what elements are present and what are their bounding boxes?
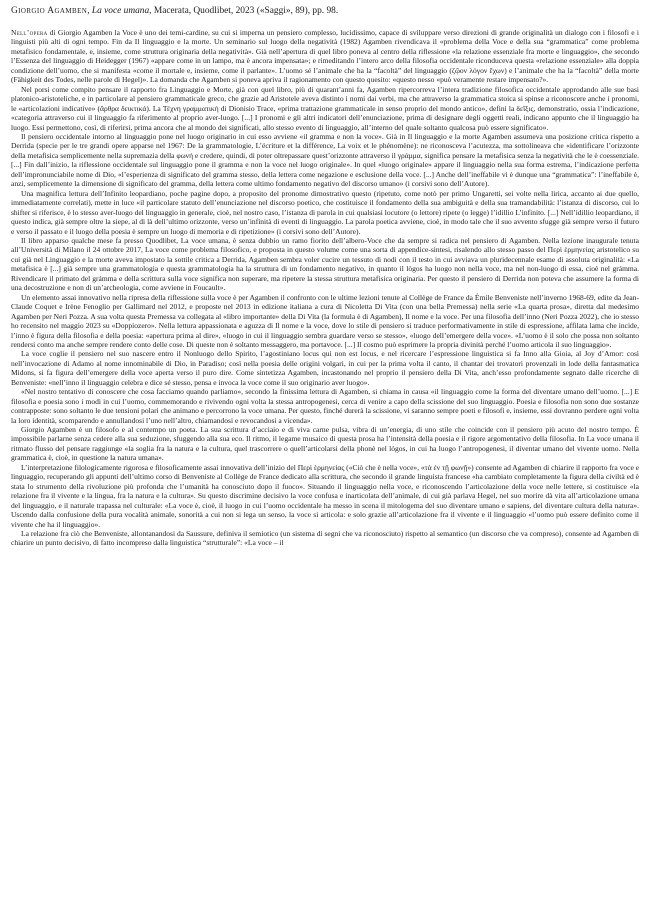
paragraph: Un elemento assai innovativo nella ripresa della riflessione sulla voce è per Agamben il confronto con le ultime lezioni tenute al Collège de France da Émile Benveniste nell’inverno 1968-69, edite da Jean-Claude Coquet e Irène Fenoglio per Gallimard nel 2012, e proposte nel 2013 in edizione italiana a cura di Nicoletta Di Vita (con una bella Premessa) nella serie «La quarta prosa», diretta dal medesimo Agamben per Neri Pozza. A sua volta questa Premessa va collegata al «libro importante» della Di Vita (la formula è di Agamben), Il nome e la voce. Per una filosofia dell’inno (Neri Pozza 2022), che io stesso ho recensito nel maggio 2023 su «Doppiozero». Nella lettura appassionata e aguzza di Il nome e la voce, dove lo stile di pensiero si traduce performativamente in stile di espressione, affilata lama che incide, l’inno è figura della filosofia e della poesia: «apertura prima al dire», «luogo in cui il linguaggio sembra guardare verso se stesso», «luogo dell’emergere della voce». «L’uomo è il solo che possa non soltanto rendersi conto ma anche sempre rendere conto delle cose. Di queste non è soltanto messaggero, ma portavoce. [...] Il cosmo può esprimere la propria divinità perché l’uomo articola il suo linguaggio».: [11, 292, 639, 349]
review-body: [11, 28, 639, 548]
paragraph: Il libro apparso qualche mese fa presso Quodlibet, La voce umana, è senza dubbio un ramo fiorito dell’albero-Voce che da sempre si radica nel pensiero di Agamben. Nella lezione inaugurale tenuta all’Università di Milano il 24 ottobre 2017, La voce come problema filosofico, e proposta in questo volume come una sorta di appendice-sintesi, risalendo allo stesso passo del Περὶ ἑρμηνείας aristotelico su cui già nel Linguaggio e la morte aveva impostato la sottile critica a Derrida, Agamben sembra voler cucire un tessuto di nodi con il testo in cui avviava un pluridecennale esame di assoluta originalità: «La metafisica è [...] già sempre una grammatologia e questa grammatologia ha la struttura di un fondamento negativo, in quanto il lògos ha luogo non nella voce, ma nel non-luogo di essa, cioè nel grámma. Rivendicare il primato del grámma e della scrittura sulla voce significa non superare, ma ripetere la stessa struttura metafisica originaria. Per questo il pensiero di Derrida non poteva che assumere la forma di una decostruzione e non di un’archeologia, come avviene in Foucault».: [11, 235, 639, 293]
book-title: La voce umana: [91, 6, 150, 16]
paragraph: Il pensiero occidentale intorno al linguaggio pone nel luogo originario in cui esso avviene «il gramma e non la voce». Già in Il linguaggio e la morte Agamben assumeva una posizione critica rispetto a Derrida (specie per le tre grandi opere apparse nel 1967: De la grammatologie, L’écriture et la différence, La voix et le phénomène): ne riconosceva l’acutezza, ma sottolineava che «identificare l’orizzonte della metafisica semplicemente nella supremazia della φωνή e credere, quindi, di poter oltrepassare quest’orizzonte attraverso il γράμμα, significa pensare la metafisica senza la negatività che le è coessenziale. [...] Fin dall’inizio, la riflessione occidentale sul linguaggio pone il gramma e non la voce nel luogo originale». In quel «luogo originale» appare il linguaggio nella sua forma estrema, l’indicazione perfetta dell’impronunciabile nome di Dio, «l’esperienza di significato del gramma stesso, della lettera come negazione e esclusione della voce. [...] Anche dell’ineffabile vi è dunque una “grammatica”: l’ineffabile è, anzi, semplicemente la dimensione di significato del gramma, della lettera come ultimo fondamento negativo del discorso umano» (i corsivi sono dell’Autore).: [11, 131, 639, 189]
review-header: Giorgio Agamben, La voce umana, Macerata, Quodlibet, 2023 («Saggi», 89), pp. 98.: [11, 6, 339, 16]
paragraph: Nell’opera di Giorgio Agamben la Voce è uno dei temi-cardine, su cui si imperna un pensiero complesso, lucidissimo, capace di sviluppare verso direzioni di grande originalità un dialogo con i filosofi e i linguisti più alti di ogni tempo. Fin da Il linguaggio e la morte. Un seminario sul luogo della negatività (1982) Agamben rivendicava il «problema della Voce e della sua “grammatica” come problema metafisico fondamentale, e, insieme, come struttura originaria della negatività». Già nell’apertura di quel libro poneva al centro della riflessione «la relazione essenziale fra morte e linguaggio», che secondo l’Essenza del linguaggio di Heidegger (1967) «appare come in un lampo, ma è ancora impensata»; e rimeditando l’intero arco della filosofia occidentale riconduceva questa «relazione essenziale» alla doppia condizione dell’uomo, che si manifesta «come il mortale e, insieme, come il parlante». L’uomo sé l’animale che ha la “facoltà” del linguaggio (ζῷον λόγον ἔχων) e l’animale che ha la “facoltà” della morte (Fähigkeit des Todes, nelle parole di Hegel)». La domanda che Agamben si poneva apriva il ragionamento con questo quesito: «questo nesso «può veramente restare impensato?».: [11, 28, 639, 85]
paragraph: «Nel nostro tentativo di conoscere che cosa facciamo quando parliamo», secondo la finissima lettura di Agamben, si chiama in causa «il linguaggio come la forma del diventare umano dell’uomo. [...] E filosofia e poesia sono i modi in cui l’uomo, commemorando e rivivendo ogni volta la stessa antropogenesi, cerca di venire a capo della scissione del suo linguaggio. Poesia e filosofia non sono due sostanze contrapposte: sono soltanto le due tensioni polari che animano e percorrono la voce umana. Per questo, finché durerà la scissione, vi saranno sempre poeti e filosofi e, insieme, essi dovranno perdere ogni volta la loro identità, scomparendo e annullandosi l’uno nell’altro, chiamandosi e revocandosi a vicenda».: [11, 387, 639, 425]
paragraph: Una magnifica lettura dell’Infinito leopardiano, poche pagine dopo, a proposito del pronome dimostrativo questo (ripetuto, come notò per primo Ungaretti, sei volte nella lirica, accanto ai due quello, immediatamente correlati), mette in luce «il particolare statuto dell’enunciazione nel discorso poetico, che costituisce il fondamento della sua ambiguità e della sua tramandabilità: l’istanza di discorso, cui lo shifter si riferisce, è lo stesso aver-luogo del linguaggio in generale, cioè, nel nostro caso, l’istanza di parola in cui qualsiasi locutore (o lettore) ripete (o legge) l’idillio L’infinito. [...] Nell’idillio leopardiano, il questo indica, già sempre oltre la siepe, al di là dell’ultimo orizzonte, verso un’infinità di eventi di linguaggio. La parola poetica avviene, cioè, in modo tale che il suo avvento sfugge già sempre verso il futuro e verso il passato e il luogo della poesia è sempre un luogo di memoria e di ripetizione» (i corsivi sono dell’Autore).: [11, 188, 639, 236]
paragraph: Giorgio Agamben è un filosofo e al contempo un poeta. La sua scrittura d’acciaio e di viva carne pulsa, vibra di un’energia, di uno stile che coincide con il pensiero più acuto del nostro tempo. È impossibile parlarne senza cedere alla sua seduzione, sfuggendo alla sua eco. Il ritmo, il legame musaico di questa prosa ha l’intensità della poesia e il rigore argomentativo della filosofia. In La voce umana il ritmato flusso del pensare raggiunge «la soglia fra la natura e la cultura, quel trascorrere o quell’articolarsi della phonè nel lógos, in cui ha luogo l’antropogenesi, il diventar umano del vivente uomo. Nella grammatica è, cioè, in questione la natura umana».: [11, 425, 639, 463]
book-details: , Macerata, Quodlibet, 2023 («Saggi», 89), pp. 98.: [149, 6, 339, 16]
book-author: Giorgio Agamben: [11, 6, 88, 16]
paragraph: La voce coglie il pensiero nel suo nascere entro il Nonluogo dello Spirito, l’agostiniano locus qui non est locus, e nel ricercare l’espressione linguistica si fa Inno alla Gioia, al Joy d’Amor: così nell’invocazione di Adamo al nome innominabile di Dio, in Paradiso; così nella poesia delle origini volgari, in cui per la prima volta il canto, il chantar dei trovatori provenzali in lode della fantasmatica Midons, si fa figura dell’emergere della voce aperta verso il puro dire. Come sintetizza Agamben, incastonando nel proprio il pensiero della Di Vita, anch’esso profondamente segnato dalle ricerche di Benveniste: «nell’inno il linguaggio celebra e dice sé stesso, pensa e invoca la voce come il suo originario aver luogo».: [11, 349, 639, 387]
paragraph: L’interpretazione filologicamente rigorosa e filosoficamente assai innovativa dell’inizio del Περὶ ἑρμηνείας («Ciò che è nella voce», «τὰ ἐν τῇ φωνῇ») consente ad Agamben di chiarire il rapporto fra voce e linguaggio, recuperando gli appunti dell’ultimo corso di Benveniste al Collège de France dedicato alla scrittura, che secondo il grande linguista francese «ha cambiato completamente la figura della civiltà ed è stata lo strumento della rivoluzione più profonda che l’umanità ha conosciuto dopo il fuoco». Situando il linguaggio nella voce, e riconoscendo l’articolazione della voce nelle lettere, si costituisce «la relazione fra il vivente e la lingua, fra la natura e la cultura». Su questo discrimine decisivo la voce confusa e inarticolata dell’animale, di cui già parlava Hegel, nel suo morire dà vita all’articolazione umana del linguaggio, e il naturale trapassa nel culturale: «La voce è, cioè, il luogo in cui l’uomo occidentale ha messo in scena il mitologema del suo diventare umano e sapiens, del diventare cultura della natura». Uscendo dalla confusione della pura vocalità animale, sonorità a cui non si lega un senso, la voce si articola: e solo grazie all’articolazione fra il vivente e il linguaggio «l’uomo può essere definito come il vivente che ha il linguaggio».: [11, 462, 639, 529]
paragraph: La relazione fra ciò che Benveniste, allontanandosi da Saussure, definiva il semiotico (un sistema di segni che va riconosciuto) rispetto al semantico (un discorso che va compreso), consente ad Agamben di chiarire un punto decisivo, di fatto incompreso dalla linguistica “strutturale”: «La voce – il: [11, 529, 639, 548]
paragraph: Nel porsi come compito pensare il rapporto fra Linguaggio e Morte, già con quel libro, più di quarant’anni fa, Agamben ripercorreva l’intera tradizione filosofica occidentale approdando alle sue basi platonico-aristoteliche, e in particolare al pensiero grammaticale greco, che grazie ad Aristotele aveva distinto i nomi dai verbi, ma che attraverso la grammatica stoica si spinse a riconoscere anche i pronomi, le «articolazioni indicative» (ἄρθρα δεικτικά). La Τέχνη γραμματική di Dionisio Trace, «prima trattazione grammaticale in senso proprio del mondo antico», definì la δεῖξις, demonstratio, ossia l’indicazione, «categoria attraverso cui il linguaggio fa riferimento al proprio aver-luogo. [...] I pronomi e gli altri indicatori dell’enunciazione, prima di designare degli oggetti reali, indicano appunto che il linguaggio ha luogo. Essi permettono, così, di riferirsi, prima ancora che al mondo dei significati, allo stesso evento di linguaggio, all’interno del quale soltanto qualcosa può essere significato».: [11, 84, 639, 132]
paragraph-lead: Nell’opera: [11, 28, 48, 37]
